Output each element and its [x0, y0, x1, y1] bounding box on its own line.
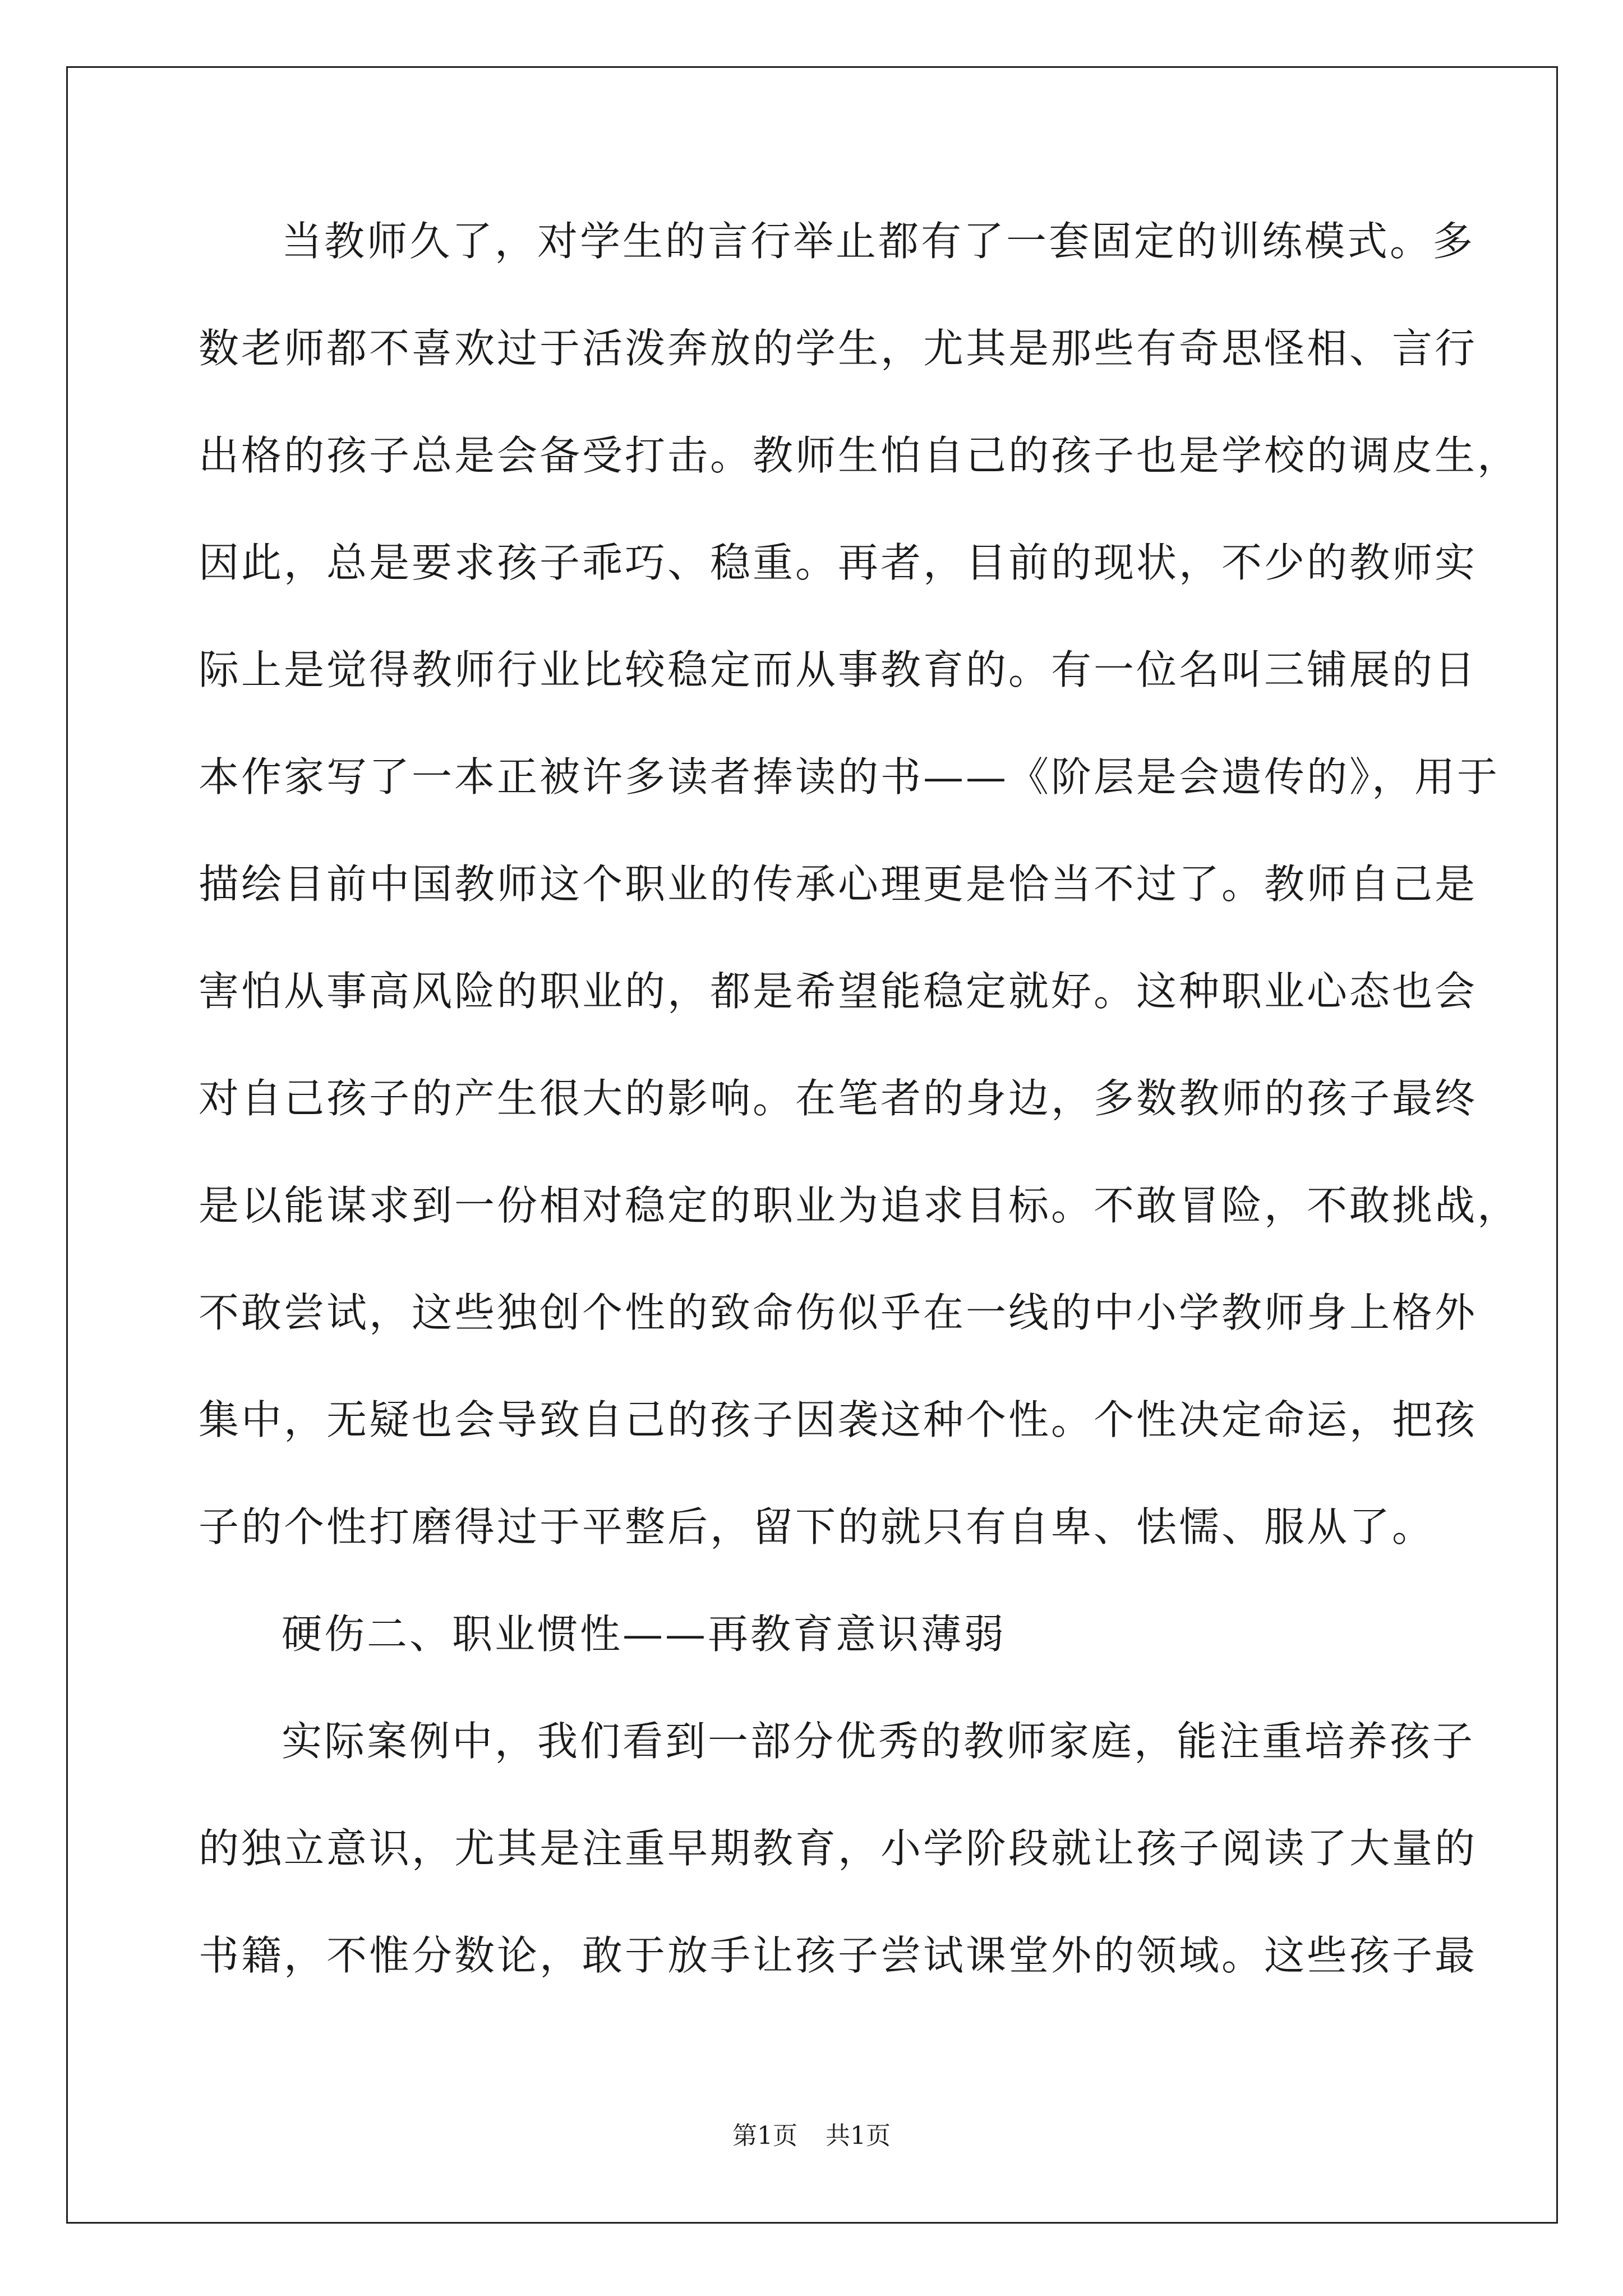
document-body	[199, 213, 1520, 2035]
paragraph-1-line-1: 当教师久了，对学生的言行举止都有了一套固定的训练模式。多	[282, 218, 1476, 265]
paragraph-2-line-3: 书籍，不惟分数论，敢于放手让孩子尝试课堂外的领域。这些孩子最	[199, 1932, 1478, 1979]
paragraph-1-line-7: 描绘目前中国教师这个职业的传承心理更是恰当不过了。教师自己是	[199, 861, 1478, 908]
paragraph-1-line-13: 子的个性打磨得过于平整后，留下的就只有自卑、怯懦、服从了。	[199, 1503, 1435, 1550]
page-number: 第1页	[732, 2122, 797, 2150]
paragraph-2-line-2: 的独立意识，尤其是注重早期教育，小学阶段就让孩子阅读了大量的	[199, 1825, 1478, 1872]
paragraph-1-line-11: 不敢尝试，这些独创个性的致命伤似乎在一线的中小学教师身上格外	[199, 1289, 1478, 1336]
paragraph-1-line-4: 因此，总是要求孩子乖巧、稳重。再者，目前的现状，不少的教师实	[199, 539, 1478, 586]
page-total: 共1页	[826, 2122, 891, 2150]
paragraph-2-line-1: 实际案例中，我们看到一部分优秀的教师家庭，能注重培养孩子	[282, 1718, 1476, 1765]
section-heading: 硬伤二、职业惯性——再教育意识薄弱	[282, 1611, 1007, 1658]
paragraph-1-line-12: 集中，无疑也会导致自己的孩子因袭这种个性。个性决定命运，把孩	[199, 1396, 1478, 1443]
paragraph-1-line-8: 害怕从事高风险的职业的，都是希望能稳定就好。这种职业心态也会	[199, 968, 1478, 1015]
paragraph-1-line-10: 是以能谋求到一份相对稳定的职业为追求目标。不敢冒险，不敢挑战，	[199, 1182, 1520, 1229]
paragraph-1-line-6: 本作家写了一本正被许多读者捧读的书——《阶层是会遗传的》，用于	[199, 753, 1500, 800]
page-footer	[0, 2119, 1623, 2153]
paragraph-1-line-5: 际上是觉得教师行业比较稳定而从事教育的。有一位名叫三铺展的日	[199, 646, 1478, 693]
paragraph-1-line-2: 数老师都不喜欢过于活泼奔放的学生，尤其是那些有奇思怪相、言行	[199, 325, 1478, 372]
paragraph-1-line-3: 出格的孩子总是会备受打击。教师生怕自己的孩子也是学校的调皮生，	[199, 432, 1520, 479]
paragraph-1-line-9: 对自己孩子的产生很大的影响。在笔者的身边，多数教师的孩子最终	[199, 1075, 1478, 1122]
